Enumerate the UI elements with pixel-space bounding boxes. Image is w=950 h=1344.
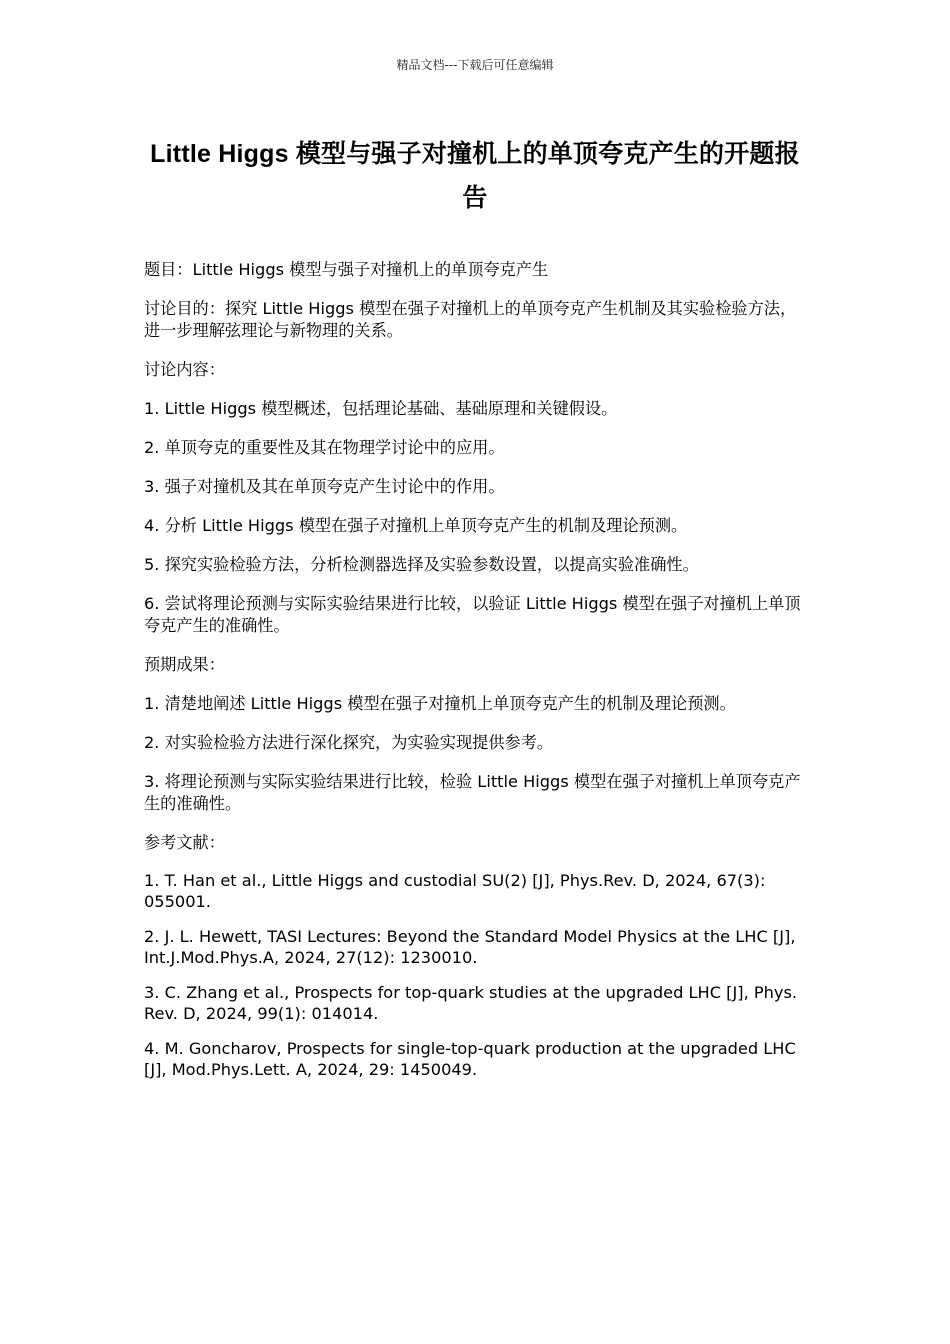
content-item: 4. 分析 Little Higgs 模型在强子对撞机上单顶夸克产生的机制及理论预测。 (144, 516, 688, 535)
document-title: Little Higgs 模型与强子对撞机上的单顶夸克产生的开题报告 (150, 140, 800, 212)
content-item: 3. 强子对撞机及其在单顶夸克产生讨论中的作用。 (144, 477, 505, 496)
reference-item: 3. C. Zhang et al., Prospects for top-quark studies at the upgraded LHC [J], Phys. Rev. D, 2024, 99(1): 014014. (144, 983, 798, 1023)
references-heading: 参考文献： (144, 833, 225, 852)
content-item: 1. Little Higgs 模型概述，包括理论基础、基础原理和关键假设。 (144, 399, 618, 418)
header-note: 精品文档---下载后可任意编辑 (396, 58, 554, 72)
results-heading: 预期成果： (144, 655, 225, 674)
reference-item: 2. J. L. Hewett, TASI Lectures: Beyond the Standard Model Physics at the LHC [J], Int.J.Mod.Phys.A, 2024, 27(12): 1230010. (144, 927, 796, 967)
content-item: 5. 探究实验检验方法，分析检测器选择及实验参数设置，以提高实验准确性。 (144, 555, 699, 574)
reference-item: 4. M. Goncharov, Prospects for single-top-quark production at the upgraded LHC [J], Mod.Phys.Lett. A, 2024, 29: 1450049. (144, 1039, 796, 1079)
results-item: 1. 清楚地阐述 Little Higgs 模型在强子对撞机上单顶夸克产生的机制及理论预测。 (144, 694, 736, 713)
content-item: 2. 单顶夸克的重要性及其在物理学讨论中的应用。 (144, 438, 505, 457)
results-item: 2. 对实验检验方法进行深化探究，为实验实现提供参考。 (144, 733, 554, 752)
content-heading: 讨论内容： (144, 360, 225, 379)
purpose-paragraph: 讨论目的：探究 Little Higgs 模型在强子对撞机上的单顶夸克产生机制及其实验检验方法，进一步理解弦理论与新物理的关系。 (144, 299, 797, 340)
results-item: 3. 将理论预测与实际实验结果进行比较，检验 Little Higgs 模型在强子对撞机上单顶夸克产生的准确性。 (144, 772, 801, 813)
reference-item: 1. T. Han et al., Little Higgs and custodial SU(2) [J], Phys.Rev. D, 2024, 67(3): 055001. (144, 871, 766, 911)
topic-line: 题目：Little Higgs 模型与强子对撞机上的单顶夸克产生 (144, 260, 549, 279)
document-body (144, 259, 806, 1095)
content-item: 6. 尝试将理论预测与实际实验结果进行比较，以验证 Little Higgs 模型在强子对撞机上单顶夸克产生的准确性。 (144, 594, 801, 635)
